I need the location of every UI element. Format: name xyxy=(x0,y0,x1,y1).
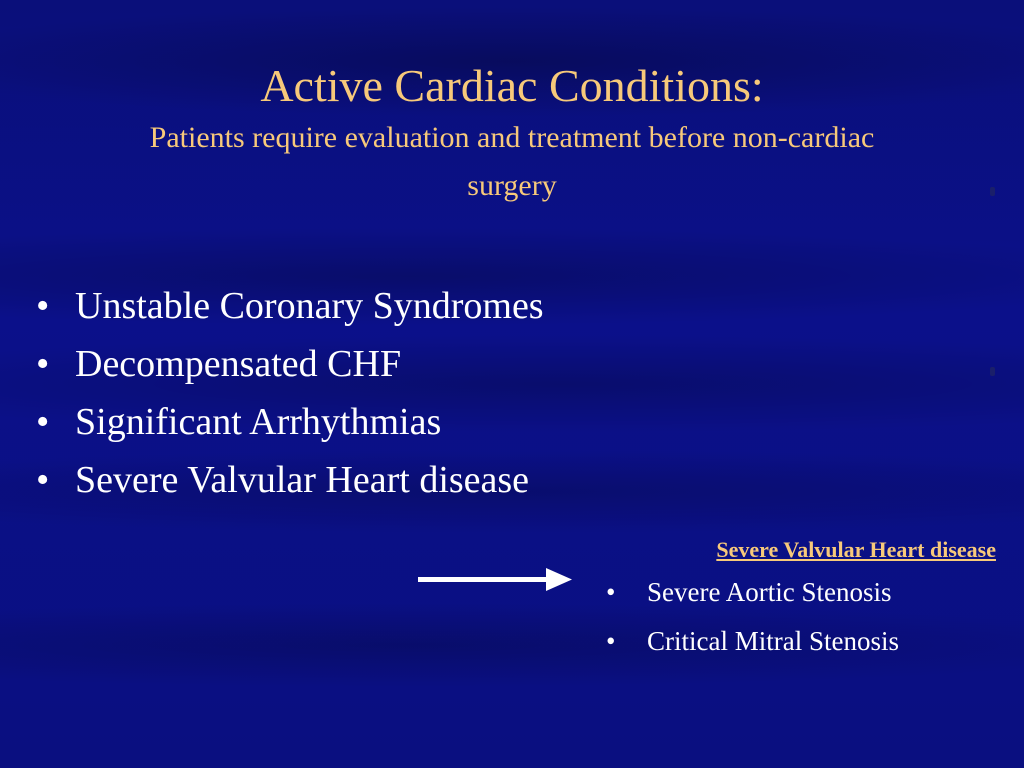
bullet-icon: • xyxy=(36,401,50,443)
bullet-text: Decompensated CHF xyxy=(75,343,402,385)
bullet-icon: • xyxy=(36,459,50,501)
list-item xyxy=(28,341,548,387)
list-item xyxy=(604,574,1004,610)
list-item xyxy=(604,623,1004,659)
side-panel-heading: Severe Valvular Heart disease xyxy=(716,537,996,562)
decorative-mark xyxy=(990,367,995,376)
side-bullet-list xyxy=(604,574,1004,659)
list-item xyxy=(28,399,548,445)
title-block xyxy=(40,58,984,210)
side-item-text: Critical Mitral Stenosis xyxy=(647,626,899,656)
list-item xyxy=(28,283,548,329)
bullet-text: Unstable Coronary Syndromes xyxy=(75,285,544,327)
list-item xyxy=(28,457,548,503)
slide-title: Active Cardiac Conditions: xyxy=(260,60,764,111)
main-bullet-list xyxy=(28,283,548,515)
bullet-text: Significant Arrhythmias xyxy=(75,401,442,443)
decorative-mark xyxy=(990,187,995,196)
side-panel xyxy=(604,536,1004,672)
right-arrow-icon xyxy=(418,565,574,595)
bullet-icon: • xyxy=(36,285,50,327)
side-item-text: Severe Aortic Stenosis xyxy=(647,577,892,607)
bullet-text: Severe Valvular Heart disease xyxy=(75,459,530,501)
slide-subtitle: Patients require evaluation and treatment before non-cardiac surgery xyxy=(149,121,875,202)
bullet-icon: • xyxy=(606,626,616,656)
bullet-icon: • xyxy=(606,577,616,607)
bullet-icon: • xyxy=(36,343,50,385)
